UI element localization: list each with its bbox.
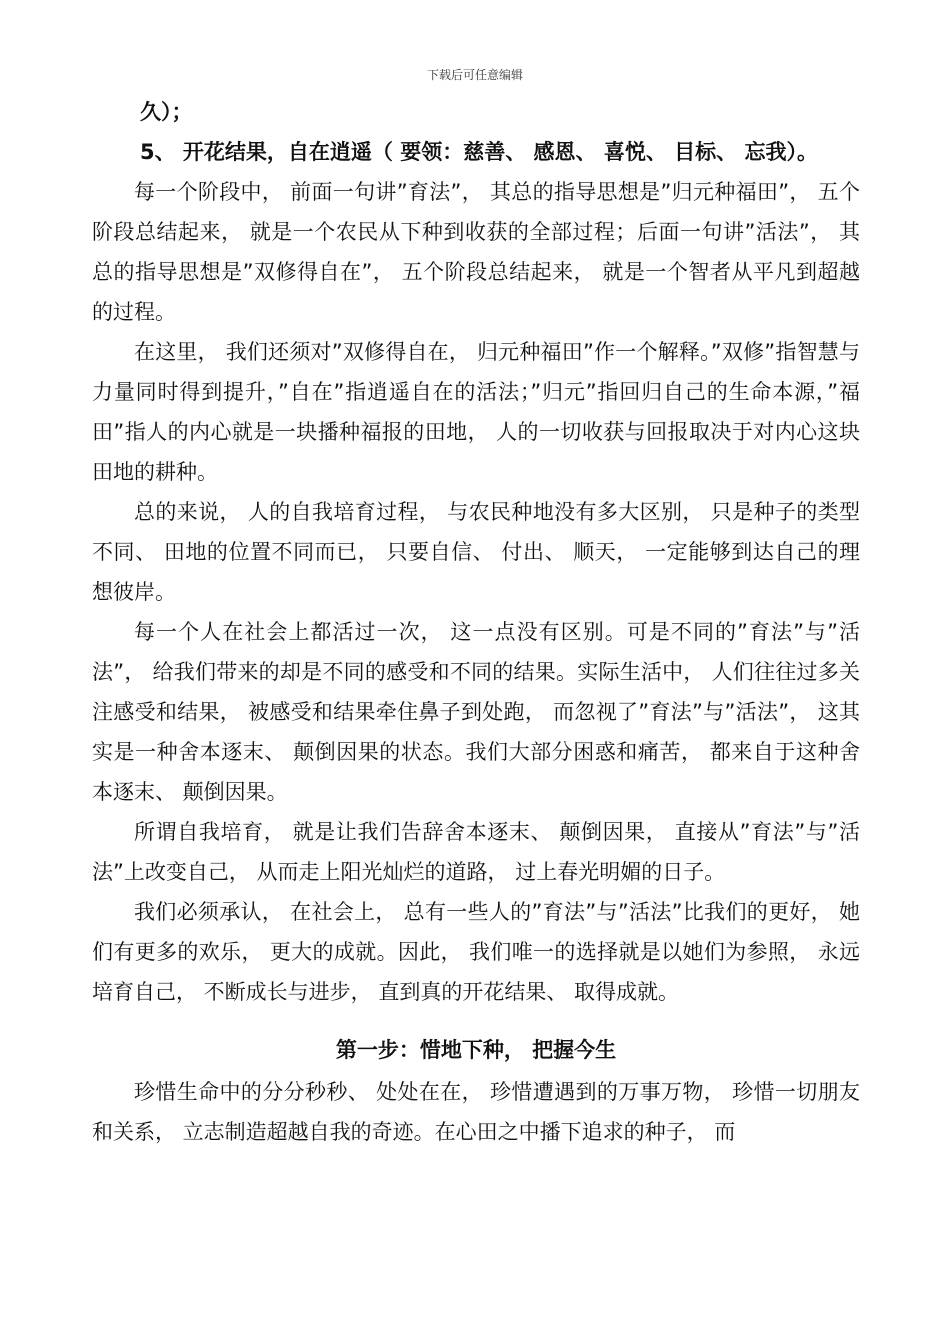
section-heading: 第一步：惜地下种， 把握今生	[335, 1038, 617, 1062]
paragraph: 总的来说， 人的自我培育过程， 与农民种地没有多大区别， 只是种子的类型不同、 田地的位置不同而已， 只要自信、 付出、 顺天， 一定能够到达自己的理想彼岸。	[92, 500, 860, 604]
paragraph: 在这里， 我们还须对”双修得自在， 归元种福田”作一个解释。”双修”指智慧与力量同时得到提升，”自在”指逍遥自在的活法；”归元”指回归自己的生命本源，”福田”指人的内心就是一块播种福报的田地， 人的一切收获与回报取决于对内心这块田地的耕种。	[92, 340, 860, 484]
paragraph: 我们必须承认， 在社会上， 总有一些人的”育法”与”活法”比我们的更好， 她们有更多的欢乐， 更大的成就。因此， 我们唯一的选择就是以她们为参照， 永远培育自己， 不断成长与进步， 直到真的开花结果、 取得成就。	[92, 900, 860, 1004]
paragraph: 所谓自我培育， 就是让我们告辞舍本逐末、 颠倒因果， 直接从”育法”与”活法”上改变自己， 从而走上阳光灿烂的道路， 过上春光明媚的日子。	[92, 820, 860, 884]
section-paragraph: 珍惜生命中的分分秒秒、 处处在在， 珍惜遭遇到的万事万物， 珍惜一切朋友和关系， 立志制造超越自我的奇迹。在心田之中播下追求的种子， 而	[92, 1080, 860, 1144]
list-item-5: 5、 开花结果，自在逍遥（ 要领：慈善、 感恩、 喜悦、 目标、 忘我）。	[140, 140, 818, 164]
page-header-note: 下载后可任意编辑	[426, 68, 523, 82]
paragraph: 每一个人在社会上都活过一次， 这一点没有区别。可是不同的”育法”与”活法”， 给我们带来的却是不同的感受和不同的结果。实际生活中， 人们往往过多关注感受和结果， 被感受和结果牵住鼻子到处跑， 而忽视了”育法”与”活法”， 这其实是一种舍本逐末、 颠倒因果的状态。我们大部分困惑和痛苦， 都来自于这种舍本逐末、 颠倒因果。	[92, 620, 860, 804]
list-continuation: 久）；	[140, 100, 193, 124]
document-body	[92, 92, 860, 1152]
paragraph: 每一个阶段中， 前面一句讲”育法”， 其总的指导思想是”归元种福田”， 五个阶段总结起来， 就是一个农民从下种到收获的全部过程；后面一句讲”活法”， 其总的指导思想是”双修得自在”， 五个阶段总结起来， 就是一个智者从平凡到超越的过程。	[92, 180, 860, 324]
